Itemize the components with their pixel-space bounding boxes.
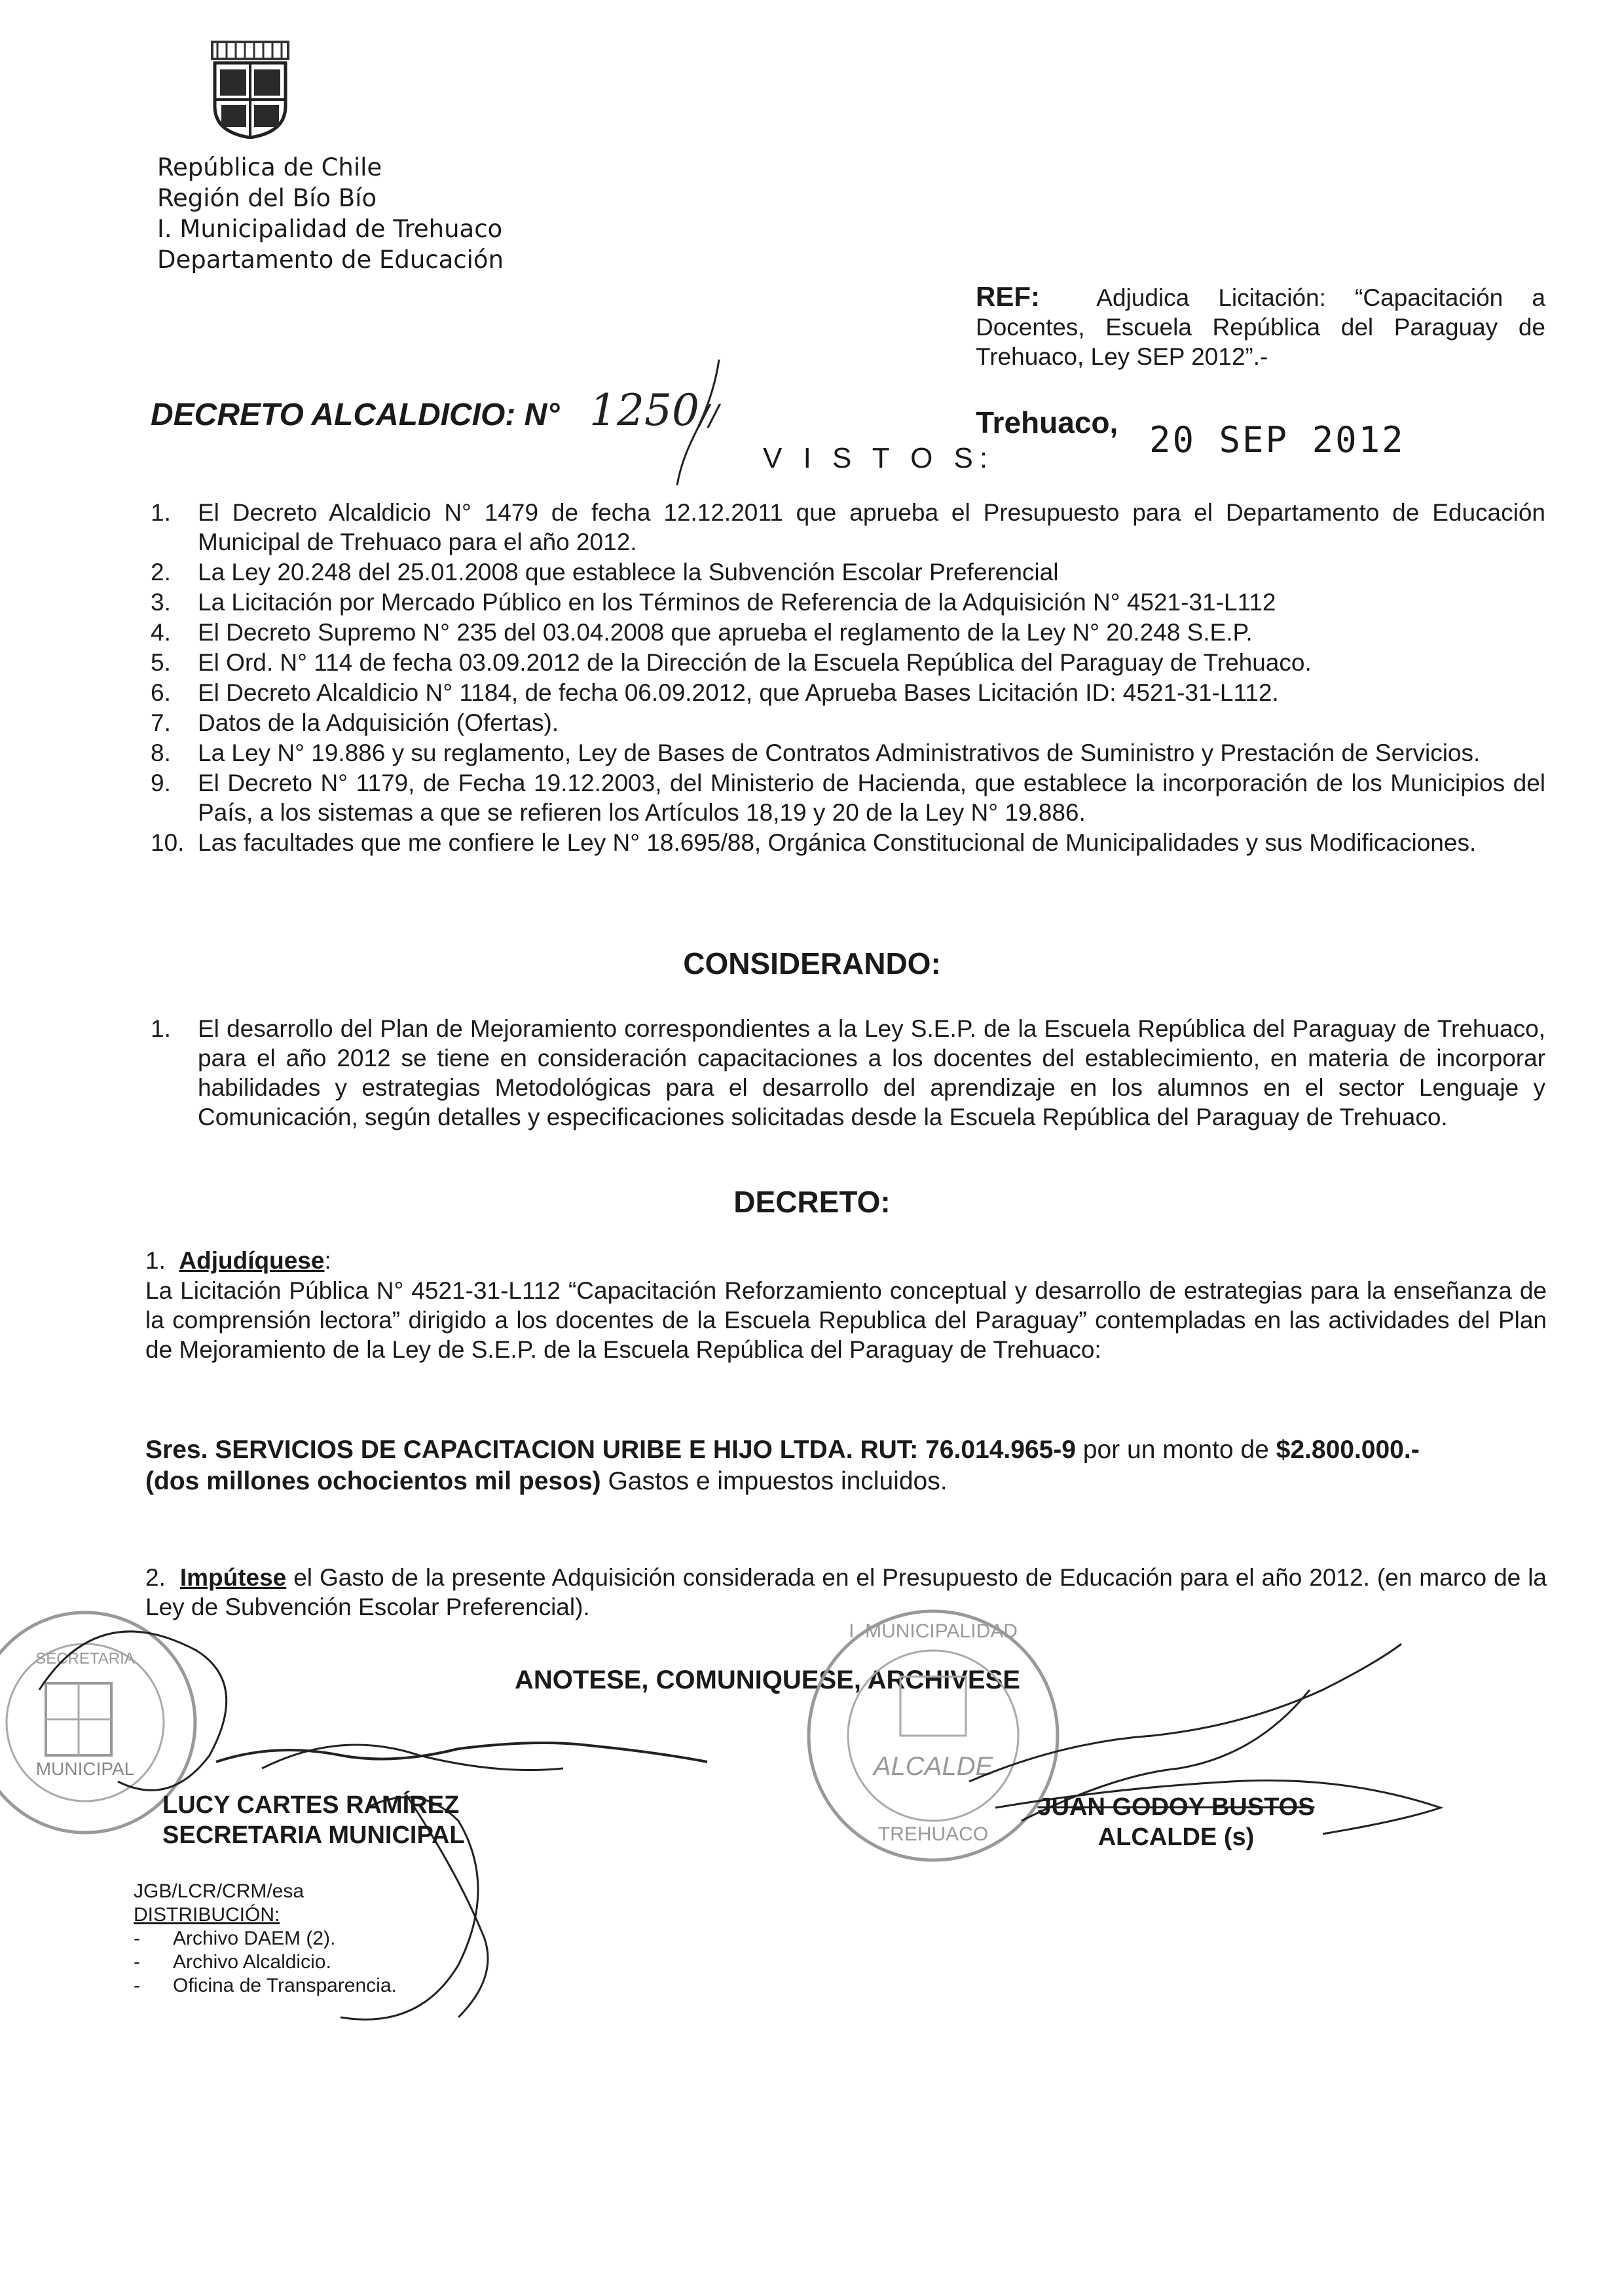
list-item: 2. La Ley 20.248 del 25.01.2008 que establece la Subvención Escolar Preferencial [151, 559, 1059, 586]
stamp-right-mid: ALCALDE [873, 1752, 993, 1781]
list-item: 1. El desarrollo del Plan de Mejoramiento correspondientes a la Ley S.E.P. de la Escuela República del Paraguay de Trehuaco, para el año 2012 se tiene en consideración capacitaciones a los docentes del establecimiento, en materia de incorporar habilidades y estrategias Metodológicas para el desarrollo del aprendizaje en los alumnos en el sector Lenguaje y Comunicación, según detalles y especificaciones solicitadas desde la Escuela República del Paraguay de Trehuaco. [151, 1015, 1545, 1130]
vistos-list [151, 498, 1545, 858]
right-signatory-title: ALCALDE (s) [1098, 1823, 1255, 1851]
reference-block [976, 282, 1545, 371]
distribution-label: DISTRIBUCIÓN: [134, 1904, 280, 1926]
closing-formula: ANOTESE, COMUNIQUESE, ARCHIVESE [515, 1666, 1020, 1694]
decreto-heading: DECRETO: [733, 1185, 891, 1219]
list-item: 10. Las facultades que me confiere le Ley N° 18.695/88, Orgánica Constitucional de Municipalidades y sus Modificaciones. [151, 829, 1477, 856]
list-item: 1. El Decreto Alcaldicio N° 1479 de fecha 12.12.2011 que aprueba el Presupuesto para el Departamento de Educación Municipal de Trehuaco para el año 2012. [151, 499, 1545, 555]
decree-slash-mark [655, 357, 727, 488]
award-amount-words: (dos millones ochocientos mil pesos) [145, 1467, 601, 1495]
vistos-heading: V I S T O S: [763, 442, 995, 474]
list-item: 3. La Licitación por Mercado Público en los Términos de Referencia de la Adquisición N° 4521-31-L112 [151, 589, 1276, 616]
municipal-crest-icon [208, 41, 292, 139]
right-signatory [1019, 1792, 1333, 1852]
adjudiquese-label: Adjudíquese [179, 1247, 325, 1274]
list-item: 5. El Ord. N° 114 de fecha 03.09.2012 de la Dirección de la Escuela República del Paraguay de Trehuaco. [151, 649, 1312, 676]
list-item: 4. El Decreto Supremo N° 235 del 03.04.2008 que aprueba el reglamento de la Ley N° 20.248 S.E.P. [151, 619, 1253, 646]
decree-suffix: // [699, 399, 719, 432]
place-label: Trehuaco, [976, 405, 1118, 439]
header-line-1: República de Chile [157, 153, 382, 181]
list-item: - Oficina de Transparencia. [134, 1975, 397, 1996]
award-amount: $2.800.000.- [1276, 1436, 1420, 1464]
decreto-item-1-text: La Licitación Pública N° 4521-31-L112 “Capacitación Reforzamiento conceptual y desarrollo de estrategias para la enseñanza de la comprensión lectora” dirigido a los docentes de la Escuela Republica del Paraguay” contempladas en las actividades del Plan de Mejoramiento de la Ley de S.E.P. de la Escuela República del Paraguay de Trehuaco: [145, 1277, 1547, 1363]
list-item: - Archivo Alcaldicio. [134, 1951, 331, 1973]
stamped-date: 20 SEP 2012 [1149, 419, 1405, 460]
footer-distribution [134, 1880, 397, 1998]
award-paragraph: Sres. SERVICIOS DE CAPACITACION URIBE E HIJO LTDA. RUT: 76.014.965-9 por un monto de $2.800.000.- (dos millones ochocientos mil pesos) Gastos e impuestos incluidos. [145, 1436, 1420, 1495]
decreto-item-2: 2. Impútese el Gasto de la presente Adquisición considerada en el Presupuesto de Educación para el año 2012. (en marco de la Ley de Subvención Escolar Preferencial). [145, 1564, 1547, 1620]
ref-label: REF: [976, 281, 1040, 312]
left-signatory [162, 1790, 465, 1850]
list-item: 6. El Decreto Alcaldicio N° 1184, de fecha 06.09.2012, que Aprueba Bases Licitación ID: 4521-31-L112. [151, 679, 1279, 706]
list-item: 7. Datos de la Adquisición (Ofertas). [151, 709, 559, 736]
decree-label: DECRETO ALCALDICIO: N° [151, 398, 560, 432]
imputese-label: Impútese [179, 1564, 287, 1591]
considerando-heading: CONSIDERANDO: [683, 946, 941, 980]
stamp-right-bottom: TREHUACO [877, 1823, 989, 1845]
left-signatory-title: SECRETARIA MUNICIPAL [162, 1821, 465, 1849]
stamp-right-top: I. MUNICIPALIDAD [849, 1620, 1018, 1642]
decree-number-label [151, 397, 560, 433]
decreto-item-1-heading: 1. Adjudíquese: [145, 1247, 331, 1274]
left-signatory-name: LUCY CARTES RAMÍREZ [162, 1791, 460, 1819]
footer-initials: JGB/LCR/CRM/esa [134, 1880, 304, 1902]
header-line-3: I. Municipalidad de Trehuaco [157, 215, 503, 243]
award-contractor: Sres. SERVICIOS DE CAPACITACION URIBE E HIJO LTDA. RUT: 76.014.965-9 [145, 1436, 1076, 1464]
decree-number: 1250 [589, 385, 699, 436]
right-signatory-name: JUAN GODOY BUSTOS [1037, 1793, 1315, 1821]
header-line-4: Departamento de Educación [157, 246, 504, 274]
stamp-left-text: MUNICIPAL [35, 1759, 135, 1779]
stamp-left-top: SECRETARIA [35, 1650, 135, 1668]
header-institution [157, 152, 504, 275]
list-item: 9. El Decreto N° 1179, de Fecha 19.12.2003, del Ministerio de Hacienda, que establece la incorporación de los Municipios del País, a los sistemas a que se refieren los Artículos 18,19 y 20 de la Ley N° 19.886. [151, 770, 1545, 826]
list-item: - Archivo DAEM (2). [134, 1928, 336, 1949]
list-item: 8. La Ley N° 19.886 y su reglamento, Ley de Bases de Contratos Administrativos de Suministro y Prestación de Servicios. [151, 739, 1481, 766]
ref-text: Adjudica Licitación: “Capacitación a Docentes, Escuela República del Paraguay de Trehuaco, Ley SEP 2012”.- [976, 284, 1545, 370]
header-line-2: Región del Bío Bío [157, 184, 377, 212]
considerando-list [151, 1014, 1545, 1132]
